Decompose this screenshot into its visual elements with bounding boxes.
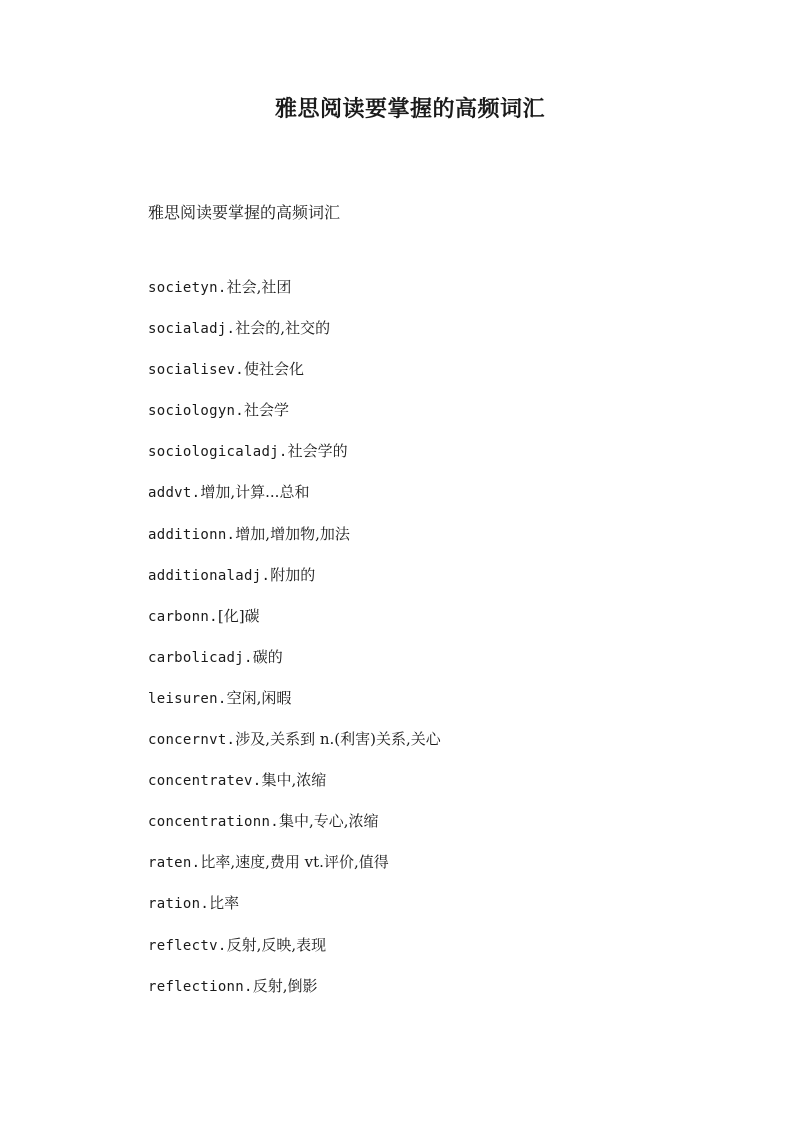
document-title: 雅思阅读要掌握的高频词汇	[274, 96, 545, 122]
vocab-definition: 空闲,闲暇	[226, 688, 292, 707]
vocab-entry	[148, 564, 441, 605]
vocab-entry	[148, 892, 441, 933]
document-subtitle: 雅思阅读要掌握的高频词汇	[148, 203, 341, 222]
vocab-definition: 碳的	[252, 647, 283, 666]
vocab-term: additionn.	[148, 526, 236, 543]
vocab-definition: 涉及,关系到 n.(利害)关系,关心	[235, 730, 441, 749]
vocab-term: socialadj.	[148, 321, 236, 338]
vocab-term: reflectionn.	[148, 978, 253, 995]
vocab-term: carbolicadj.	[148, 649, 253, 666]
vocab-entry	[148, 276, 441, 317]
vocab-entry	[148, 646, 441, 687]
vocab-definition: 增加,计算...总和	[200, 483, 310, 502]
vocab-term: ration.	[148, 896, 210, 913]
vocab-term: concentratev.	[148, 773, 262, 790]
vocab-entry	[148, 975, 441, 1016]
vocab-definition: 使社会化	[244, 360, 305, 379]
vocab-definition: [化]碳	[217, 606, 260, 625]
vocab-entry	[148, 728, 441, 769]
vocab-definition: 社会的,社交的	[235, 319, 331, 338]
vocab-term: socialisev.	[148, 362, 245, 379]
vocab-entry	[148, 934, 441, 975]
vocab-entry	[148, 769, 441, 810]
vocab-definition: 社会学的	[287, 442, 348, 461]
vocab-definition: 反射,反映,表现	[226, 935, 327, 954]
vocab-term: sociologicaladj.	[148, 444, 288, 461]
vocab-entry	[148, 440, 441, 481]
vocab-definition: 比率,速度,费用 vt.评价,值得	[200, 853, 389, 872]
vocab-entry	[148, 317, 441, 358]
vocab-term: societyn.	[148, 280, 227, 296]
vocab-definition: 增加,增加物,加法	[235, 524, 350, 543]
vocab-term: carbonn.	[148, 608, 218, 625]
vocab-term: sociologyn.	[148, 403, 245, 420]
vocab-definition: 反射,倒影	[252, 976, 318, 995]
vocab-entry	[148, 358, 441, 399]
vocab-entry	[148, 851, 441, 892]
vocab-entry	[148, 523, 441, 564]
vocab-term: concernvt.	[148, 732, 236, 749]
vocab-list	[148, 276, 441, 1016]
vocab-definition: 附加的	[270, 565, 316, 584]
vocab-definition: 社会学	[244, 401, 290, 420]
vocab-definition: 集中,专心,浓缩	[278, 812, 379, 831]
vocab-term: leisuren.	[148, 690, 227, 707]
vocab-term: raten.	[148, 855, 201, 872]
vocab-entry	[148, 687, 441, 728]
vocab-definition: 集中,浓缩	[261, 771, 327, 790]
vocab-definition: 比率	[209, 894, 240, 913]
vocab-term: concentrationn.	[148, 814, 279, 831]
vocab-entry	[148, 481, 441, 522]
vocab-entry	[148, 810, 441, 851]
vocab-entry	[148, 399, 441, 440]
vocab-term: additionaladj.	[148, 567, 271, 584]
vocab-entry	[148, 605, 441, 646]
vocab-term: reflectv.	[148, 937, 227, 954]
vocab-definition: 社会,社团	[226, 278, 292, 296]
vocab-term: addvt.	[148, 485, 201, 502]
